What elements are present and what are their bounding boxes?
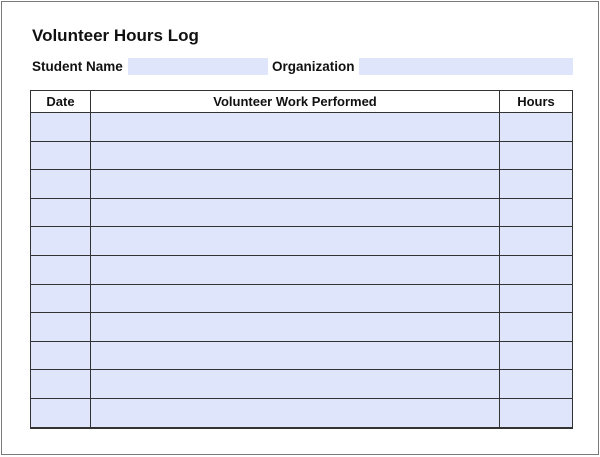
- table-header-row: [31, 91, 573, 113]
- header-date: Date: [31, 91, 91, 113]
- hours-cell[interactable]: [500, 198, 573, 227]
- table-body: [31, 113, 573, 428]
- table-row: [31, 341, 573, 370]
- header-hours: Hours: [500, 91, 573, 113]
- work-cell[interactable]: [91, 341, 500, 370]
- table-row: [31, 113, 573, 142]
- hours-cell[interactable]: [500, 370, 573, 399]
- hours-cell[interactable]: [500, 398, 573, 427]
- header-work-performed: Volunteer Work Performed: [91, 91, 500, 113]
- date-cell[interactable]: [31, 341, 91, 370]
- work-cell[interactable]: [91, 198, 500, 227]
- log-page: [1, 1, 599, 455]
- hours-cell[interactable]: [500, 341, 573, 370]
- date-cell[interactable]: [31, 113, 91, 142]
- work-cell[interactable]: [91, 141, 500, 170]
- work-cell[interactable]: [91, 313, 500, 342]
- table-row: [31, 370, 573, 399]
- hours-cell[interactable]: [500, 313, 573, 342]
- hours-cell[interactable]: [500, 284, 573, 313]
- date-cell[interactable]: [31, 198, 91, 227]
- date-cell[interactable]: [31, 170, 91, 199]
- work-cell[interactable]: [91, 227, 500, 256]
- organization-field[interactable]: [359, 58, 573, 75]
- student-name-label: Student Name: [32, 59, 123, 74]
- hours-cell[interactable]: [500, 227, 573, 256]
- date-cell[interactable]: [31, 255, 91, 284]
- work-cell[interactable]: [91, 170, 500, 199]
- organization-label: Organization: [272, 59, 355, 74]
- hours-cell[interactable]: [500, 170, 573, 199]
- table-row: [31, 170, 573, 199]
- hours-cell[interactable]: [500, 141, 573, 170]
- work-cell[interactable]: [91, 370, 500, 399]
- date-cell[interactable]: [31, 284, 91, 313]
- table-row: [31, 141, 573, 170]
- hours-table: [30, 90, 573, 429]
- page-title: Volunteer Hours Log: [32, 26, 199, 45]
- work-cell[interactable]: [91, 255, 500, 284]
- date-cell[interactable]: [31, 227, 91, 256]
- date-cell[interactable]: [31, 313, 91, 342]
- date-cell[interactable]: [31, 370, 91, 399]
- table-row: [31, 227, 573, 256]
- work-cell[interactable]: [91, 284, 500, 313]
- table-row: [31, 255, 573, 284]
- table-row: [31, 284, 573, 313]
- work-cell[interactable]: [91, 113, 500, 142]
- table-row: [31, 198, 573, 227]
- date-cell[interactable]: [31, 141, 91, 170]
- date-cell[interactable]: [31, 398, 91, 427]
- hours-cell[interactable]: [500, 113, 573, 142]
- header-fields: [32, 57, 573, 76]
- student-name-field[interactable]: [128, 58, 268, 75]
- table-row: [31, 313, 573, 342]
- hours-cell[interactable]: [500, 255, 573, 284]
- table-row: [31, 398, 573, 427]
- work-cell[interactable]: [91, 398, 500, 427]
